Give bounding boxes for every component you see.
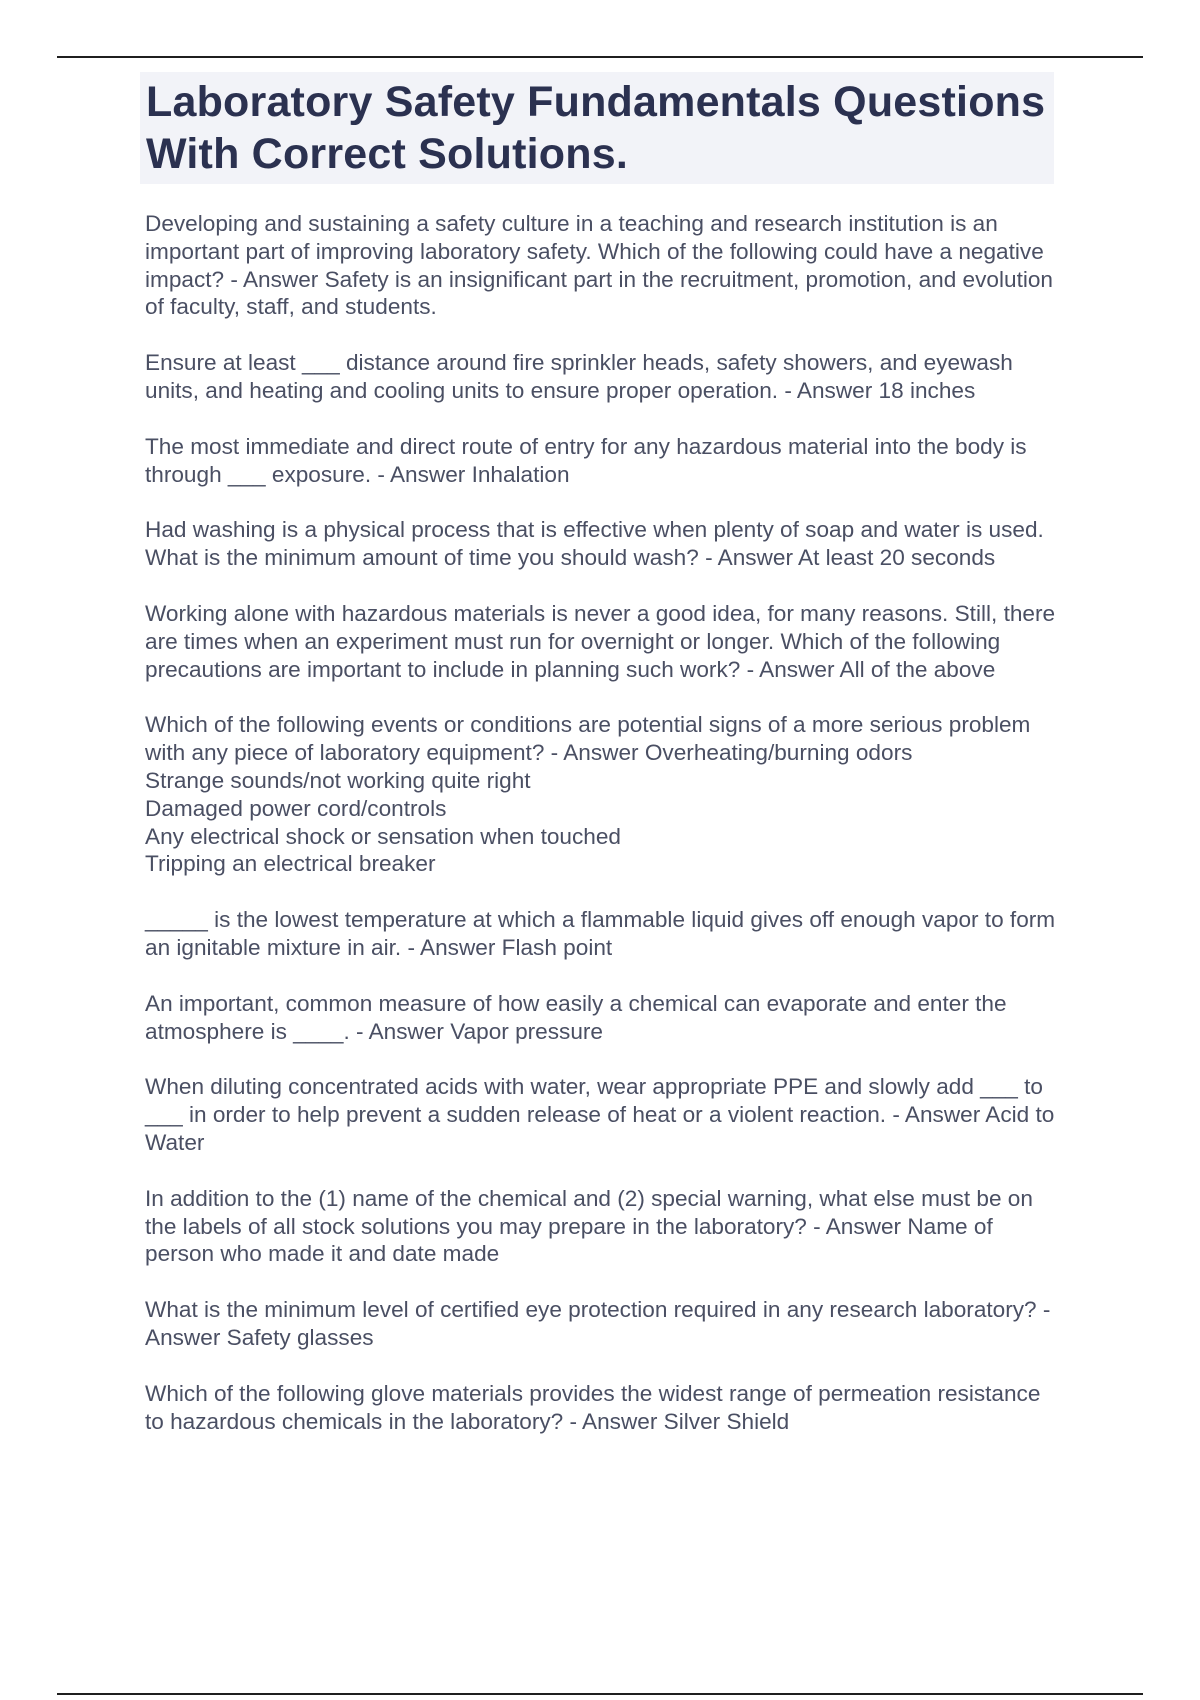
qa-item	[145, 711, 1065, 878]
answer-separator: - Answer	[544, 740, 645, 766]
question-text: Which of the following events or conditions are potential signs of a more serious problem with any piece of laboratory equipment?	[145, 712, 1037, 766]
qa-item	[145, 1073, 1065, 1156]
answer-text: Safety is an insignificant part in the recruitment, promotion, and evolution of faculty, staff, and students.	[145, 266, 1060, 320]
answer-text: Vapor pressure	[450, 1018, 603, 1044]
title-block	[140, 72, 1054, 184]
answer-text: Safety glasses	[226, 1324, 374, 1350]
qa-item	[145, 349, 1065, 405]
answer-separator: - Answer	[778, 377, 879, 403]
answer-text: Acid to Water	[145, 1102, 1061, 1155]
answer-separator: - Answer	[349, 1018, 451, 1044]
top-rule	[57, 56, 1143, 58]
answer-text: At least 20 seconds	[798, 545, 996, 571]
qa-item	[145, 433, 1065, 489]
answer-text: Silver Shield	[663, 1408, 790, 1434]
answer-separator: - Answer	[698, 545, 798, 571]
question-text: The most immediate and direct route of entry for any hazardous material into the body is through ___ exposure.	[145, 433, 1033, 487]
question-text: In addition to the (1) name of the chemical and (2) special warning, what else must be on the labels of all stock solutions you may prepare in the laboratory?	[145, 1185, 1040, 1239]
answer-text: Name of person who made it and date made	[145, 1213, 999, 1267]
qa-item	[145, 1380, 1065, 1436]
answer-text: 18 inches	[878, 377, 976, 403]
bottom-rule	[57, 1693, 1143, 1695]
answer-separator: - Answer	[806, 1213, 908, 1239]
qa-item	[145, 516, 1065, 572]
answer-text: All of the above	[839, 656, 996, 682]
answer-text: Flash point	[501, 934, 613, 960]
qa-item	[145, 990, 1065, 1046]
answer-text: Overheating/burning odors Strange sounds/not working quite right Damaged power cord/controls Any electrical shock or sensation when touched Tripping an electrical breaker	[145, 740, 913, 877]
answer-separator: - Answer	[145, 1297, 1056, 1350]
question-text: Which of the following glove materials provides the widest range of permeation resistance to hazardous chemicals in the laboratory?	[145, 1380, 1047, 1434]
question-text: When diluting concentrated acids with water, wear appropriate PPE and slowly add ___ to ___ in order to help prevent a sudden release of heat or a violent reaction.	[145, 1074, 1050, 1128]
qa-list	[145, 210, 1065, 1463]
qa-item	[145, 210, 1065, 321]
qa-item	[145, 1296, 1065, 1352]
answer-separator: - Answer	[886, 1102, 986, 1128]
question-text: Working alone with hazardous materials is never a good idea, for many reasons. Still, there are times when an experiment must run for overnight or longer. Which of the following precautions are important to include in planning such work?	[145, 600, 1062, 682]
question-text: Had washing is a physical process that is effective when plenty of soap and water is used. What is the minimum amount of time you should wash?	[145, 517, 1051, 571]
question-text: Developing and sustaining a safety culture in a teaching and research institution is an important part of improving laboratory safety. Which of the following could have a negative impact?	[145, 211, 1051, 292]
qa-item	[145, 906, 1065, 962]
question-text: An important, common measure of how easily a chemical can evaporate and enter the atmosphere is ____.	[145, 990, 1013, 1044]
answer-separator: - Answer	[371, 461, 472, 487]
question-text: What is the minimum level of certified eye protection required in any research laboratory?	[145, 1297, 1037, 1323]
answer-separator: - Answer	[401, 934, 502, 960]
answer-text: Inhalation	[471, 461, 570, 487]
answer-separator: - Answer	[740, 656, 840, 682]
question-text: Ensure at least ___ distance around fire sprinkler heads, safety showers, and eyewash units, and heating and cooling units to ensure proper operation.	[145, 350, 1020, 403]
answer-separator: - Answer	[224, 266, 325, 292]
question-text: _____ is the lowest temperature at which a flammable liquid gives off enough vapor to form an ignitable mixture in air.	[145, 907, 1062, 960]
qa-item	[145, 600, 1065, 683]
qa-item	[145, 1185, 1065, 1268]
answer-separator: - Answer	[563, 1408, 664, 1434]
page-title: Laboratory Safety Fundamentals Questions With Correct Solutions.	[146, 78, 1046, 178]
